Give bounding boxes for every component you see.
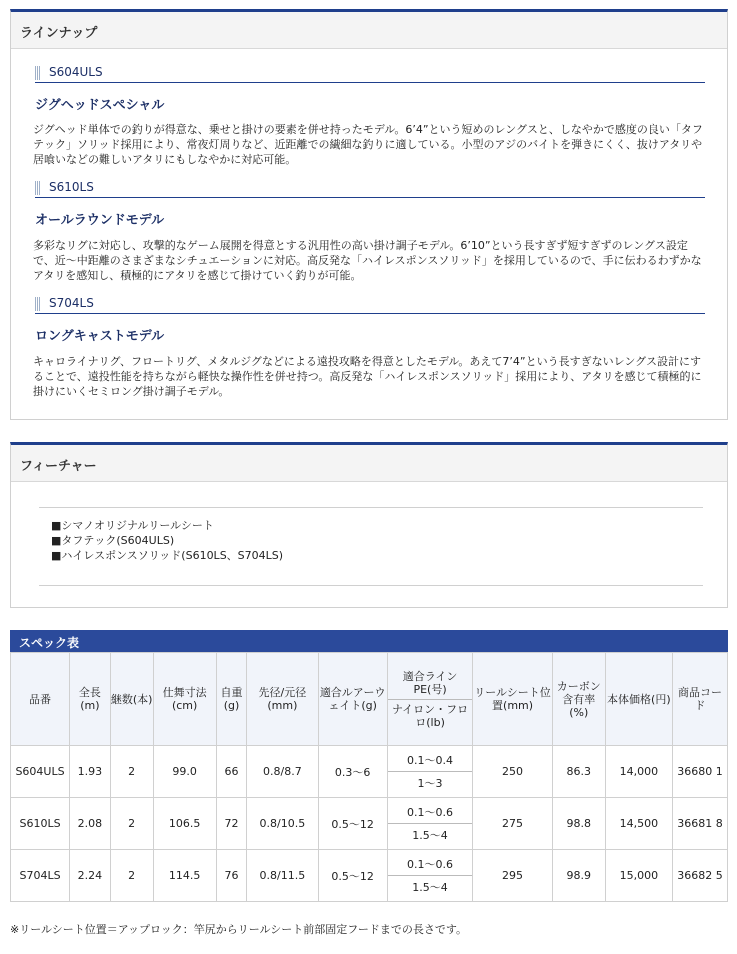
col-line [387, 653, 473, 746]
col-line-pe: 適合ライン PE(号) [402, 669, 458, 696]
cell-length: 2.08 [70, 798, 111, 850]
cell-lure: 0.3～6 [318, 746, 387, 798]
spec-title: スペック表 [19, 636, 80, 650]
model-code-heading [35, 179, 705, 198]
cell-diameter: 0.8/8.7 [247, 746, 318, 798]
cell-code: S604ULS [11, 746, 70, 798]
cell-closed: 99.0 [153, 746, 216, 798]
col-length: 全長(m) [70, 653, 111, 746]
model-code: S610LS [49, 180, 94, 194]
cell-weight: 66 [216, 746, 247, 798]
col-product: 商品コード [672, 653, 727, 746]
model-name: オールラウンドモデル [35, 213, 165, 228]
feature-item: ■ハイレスポンスソリッド(S610LS、S704LS) [51, 549, 284, 562]
cell-closed: 106.5 [153, 798, 216, 850]
cell-nylon: 1.5～4 [412, 829, 448, 842]
cell-reelseat: 295 [473, 850, 552, 902]
cell-code: S610LS [11, 798, 70, 850]
cell-lure: 0.5～12 [318, 798, 387, 850]
features-header [11, 445, 727, 482]
model-code: S704LS [49, 296, 94, 310]
cell-product: 36680 1 [672, 746, 727, 798]
table-header-row [11, 653, 728, 746]
model-description: キャロライナリグ、フロートリグ、メタルジグなどによる遠投攻略を得意としたモデル。あえて7’4”という長すぎないレングス設計にすることで、遠投性能を持ちながら軽快な操作性を併せ持つ。高反発な「ハイレスポンスソリッド」採用により、アタリを感じて積極的に掛けにいくセミロング掛け調子モデル。 [33, 355, 702, 398]
cell-diameter: 0.8/10.5 [247, 798, 318, 850]
cell-line [387, 850, 473, 902]
heading-bar-icon [35, 66, 40, 80]
spec-table [10, 652, 728, 902]
col-code: 品番 [11, 653, 70, 746]
col-reelseat: リールシート位置(mm) [473, 653, 552, 746]
cell-lure: 0.5～12 [318, 850, 387, 902]
table-row [11, 798, 728, 850]
feature-item: ■シマノオリジナルリールシート [51, 519, 214, 532]
cell-reelseat: 250 [473, 746, 552, 798]
feature-list [51, 518, 283, 563]
model-description: 多彩なリグに対応し、攻撃的なゲーム展開を得意とする汎用性の高い掛け調子モデル。6’10”という長すぎず短すぎずのレングス設定で、近～中距離のさまざまなシチュエーションに対応。高反発な「ハイレスポンスソリッド」を採用しているので、手に伝わるわずかなアタリを感知し、積極的にアタリを感じて掛けていく釣りが可能。 [33, 239, 702, 282]
cell-pieces: 2 [110, 798, 153, 850]
cell-carbon: 98.8 [552, 798, 605, 850]
lineup-header [11, 12, 727, 49]
cell-length: 1.93 [70, 746, 111, 798]
table-row [11, 850, 728, 902]
cell-carbon: 86.3 [552, 746, 605, 798]
model-description: ジグヘッド単体での釣りが得意な、乗せと掛けの要素を併せ持ったモデル。6’4”という短めのレングスと、しなやかで感度の良い「タフテック」ソリッド採用により、常夜灯周りなど、近距離での繊細な釣りに適している。小型のアジのバイトを弾きにくく、抜けアタリや居喰いなどの難しいアタリにもしなやかに対応可能。 [33, 123, 703, 166]
cell-line [387, 746, 473, 798]
divider [39, 507, 703, 508]
cell-weight: 72 [216, 798, 247, 850]
table-row [11, 746, 728, 798]
cell-length: 2.24 [70, 850, 111, 902]
cell-pe: 0.1～0.6 [407, 858, 454, 871]
cell-pe: 0.1～0.6 [407, 806, 454, 819]
cell-nylon: 1～3 [417, 777, 443, 790]
cell-pieces: 2 [110, 746, 153, 798]
model-name: ジグヘッドスペシャル [35, 98, 165, 113]
cell-product: 36681 8 [672, 798, 727, 850]
cell-weight: 76 [216, 850, 247, 902]
cell-nylon: 1.5～4 [412, 881, 448, 894]
spec-header [10, 630, 728, 652]
cell-line [387, 798, 473, 850]
cell-code: S704LS [11, 850, 70, 902]
col-pieces: 継数(本) [110, 653, 153, 746]
col-lure: 適合ルアーウェイト(g) [318, 653, 387, 746]
model-code-heading [35, 295, 705, 314]
col-line-nylon: ナイロン・フロロ(lb) [391, 702, 469, 729]
heading-bar-icon [35, 297, 40, 311]
lineup-title: ラインナップ [20, 26, 98, 41]
cell-price: 14,000 [605, 746, 672, 798]
divider [39, 585, 703, 586]
col-price: 本体価格(円) [605, 653, 672, 746]
footnote: ※リールシート位置＝アップロック：竿尻からリールシート前部固定フードまでの長さです。 [10, 923, 468, 936]
model-code-heading [35, 64, 705, 83]
col-closed: 仕舞寸法(cm) [153, 653, 216, 746]
cell-reelseat: 275 [473, 798, 552, 850]
heading-bar-icon [35, 181, 40, 195]
col-carbon: カーボン含有率(%) [552, 653, 605, 746]
cell-product: 36682 5 [672, 850, 727, 902]
model-code: S604ULS [49, 65, 103, 79]
cell-carbon: 98.9 [552, 850, 605, 902]
feature-item: ■タフテック(S604ULS) [51, 534, 175, 547]
cell-price: 14,500 [605, 798, 672, 850]
col-weight: 自重(g) [216, 653, 247, 746]
cell-closed: 114.5 [153, 850, 216, 902]
features-panel [10, 442, 728, 608]
features-title: フィーチャー [20, 459, 97, 474]
cell-pe: 0.1～0.4 [407, 754, 454, 767]
col-diameter: 先径/元径(mm) [247, 653, 318, 746]
cell-price: 15,000 [605, 850, 672, 902]
lineup-panel [10, 9, 728, 420]
model-name: ロングキャストモデル [35, 329, 165, 344]
cell-pieces: 2 [110, 850, 153, 902]
cell-diameter: 0.8/11.5 [247, 850, 318, 902]
